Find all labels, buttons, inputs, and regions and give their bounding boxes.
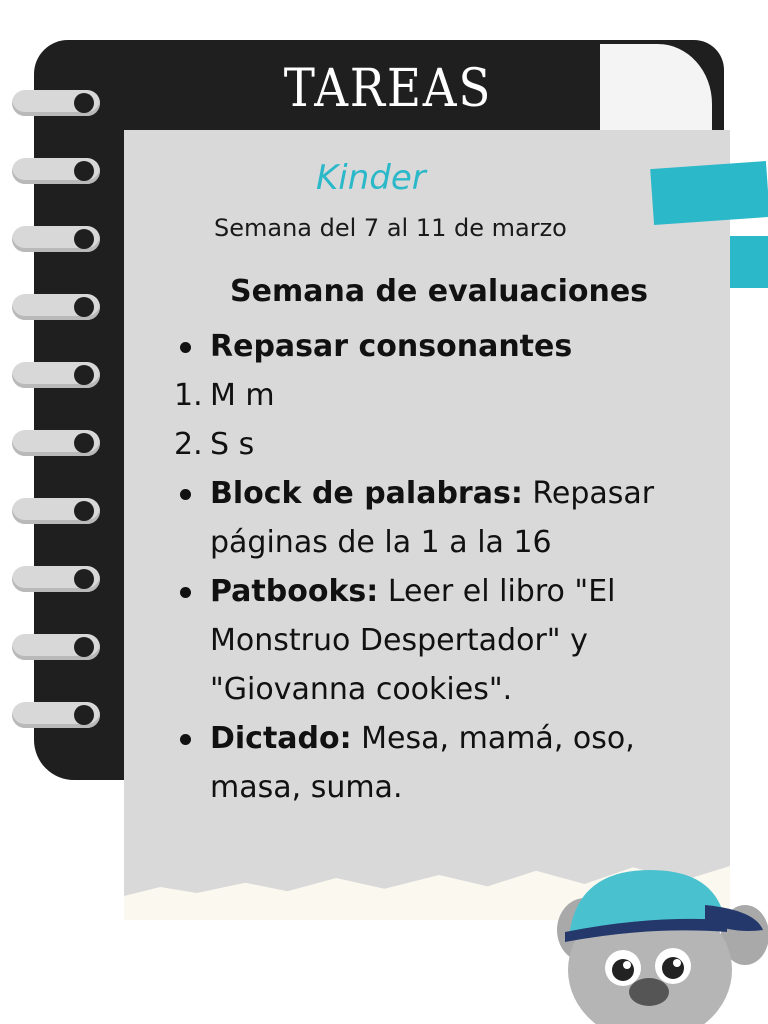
spiral-ring bbox=[12, 702, 100, 728]
item-bold-label: Dictado: bbox=[210, 721, 352, 756]
tab-marker bbox=[730, 236, 768, 288]
item-text: Leer el libro "El Monstruo Despertador" y "Giovanna cookies". bbox=[210, 574, 616, 707]
list-item bbox=[170, 567, 690, 714]
page-title: TAREAS bbox=[283, 59, 493, 119]
spiral-ring bbox=[12, 158, 100, 184]
koala-mascot-icon bbox=[555, 860, 768, 1024]
item-text: Repasar páginas de la 1 a la 16 bbox=[210, 476, 655, 560]
item-bold-label: Block de palabras: bbox=[210, 476, 523, 511]
list-item bbox=[170, 714, 690, 812]
spiral-ring bbox=[12, 226, 100, 252]
item-text: S s bbox=[210, 427, 255, 462]
item-bold-label: Repasar consonantes bbox=[210, 329, 573, 364]
spiral-ring bbox=[12, 498, 100, 524]
list-item bbox=[170, 469, 690, 567]
item-number: 1. bbox=[174, 378, 203, 413]
list-item bbox=[170, 322, 690, 371]
item-number: 2. bbox=[174, 427, 203, 462]
spiral-ring bbox=[12, 294, 100, 320]
grade-label: Kinder bbox=[316, 158, 426, 198]
spiral-ring bbox=[12, 634, 100, 660]
week-range: Semana del 7 al 11 de marzo bbox=[214, 214, 567, 242]
item-text: Mesa, mamá, oso, masa, suma. bbox=[210, 721, 635, 805]
spiral-ring bbox=[12, 430, 100, 456]
list-item bbox=[170, 420, 690, 469]
tab-marker bbox=[650, 161, 768, 225]
section-heading: Semana de evaluaciones bbox=[230, 274, 649, 309]
spiral-ring bbox=[12, 362, 100, 388]
item-bold-label: Patbooks: bbox=[210, 574, 379, 609]
list-item bbox=[170, 371, 690, 420]
item-text: M m bbox=[210, 378, 275, 413]
task-list bbox=[170, 322, 690, 812]
spiral-ring bbox=[12, 566, 100, 592]
spiral-ring bbox=[12, 90, 100, 116]
